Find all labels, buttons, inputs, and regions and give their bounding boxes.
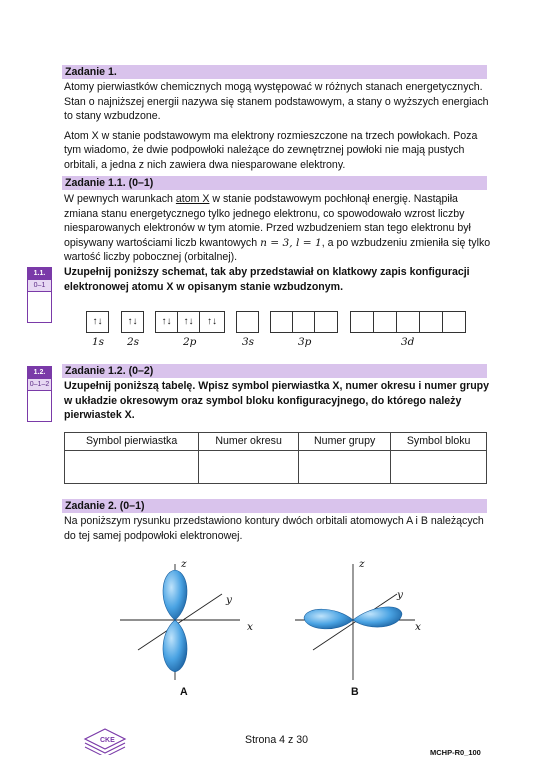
orbital-3d-box-4[interactable] — [419, 311, 443, 333]
orbital-1s-box[interactable]: ↑↓ — [86, 311, 109, 333]
orbitals-figure — [110, 552, 440, 702]
task1-title: Zadanie 1. — [65, 66, 117, 78]
axis-y-label-a: y — [226, 594, 232, 606]
orbital-3d-box-3[interactable] — [396, 311, 420, 333]
label-1s: 1s — [92, 336, 105, 348]
orbital-3p-box-1[interactable] — [270, 311, 293, 333]
axis-x-label-b: x — [415, 621, 421, 633]
orbital-3d-box-2[interactable] — [373, 311, 397, 333]
task11-points: 0–1 — [28, 279, 51, 292]
task11-text-b: w stanie podstawowym pochłonął energię. Nastąpiła zmiana stanu energetycznego tylko jednego elektronu, co spowodowało wzrost liczby niesparowanych elektronów w tym atomie. Przed wzbudzeniem stan tego elektronu był opisywany wartościami liczb kwantowych — [64, 193, 471, 249]
task12-title: Zadanie 1.2. (0–2) — [65, 365, 154, 377]
task11-title: Zadanie 1.1. (0–1) — [65, 177, 154, 189]
task12-number: 1.2. — [28, 367, 51, 378]
task11-score-box — [27, 267, 52, 323]
answer-period-cell[interactable] — [199, 450, 299, 483]
task1-header — [62, 65, 487, 79]
orbital-b-left-lobe — [304, 609, 353, 629]
task11-instruction: Uzupełnij poniższy schemat, tak aby przedstawiał on klatkowy zapis konfiguracji elektronowej atomu X w opisanym stanie wzbudzonym. — [64, 266, 470, 293]
orbital-2s-box[interactable]: ↑↓ — [121, 311, 144, 333]
axis-z-label-b: z — [359, 558, 365, 570]
header-period: Numer okresu — [199, 433, 299, 451]
cke-logo-text: CKE — [100, 737, 115, 744]
orbital-a-drawing — [120, 564, 240, 680]
orbital-b-label: B — [351, 686, 359, 698]
orbital-3p-box-2[interactable] — [292, 311, 315, 333]
task2-header — [62, 499, 487, 513]
task12-score-field[interactable] — [28, 391, 51, 419]
task11-text — [64, 192, 492, 265]
task11-quantum-numbers: n = 3, l = 1 — [260, 236, 322, 249]
label-3p: 3p — [298, 336, 312, 348]
task11-header — [62, 176, 487, 190]
orbital-2p-box-1[interactable]: ↑↓ — [155, 311, 178, 333]
task11-text-c: , a po wzbudzeniu zmieniła się tylko wartość liczby pobocznej (orbitalnej). — [64, 236, 491, 264]
task11-score-field[interactable] — [28, 292, 51, 320]
answer-group-cell[interactable] — [298, 450, 390, 483]
task12-answer-table — [64, 432, 487, 484]
label-2s: 2s — [127, 336, 140, 348]
orbital-2p-box-3[interactable]: ↑↓ — [199, 311, 225, 333]
task12-score-box — [27, 366, 52, 422]
answer-block-cell[interactable] — [391, 450, 487, 483]
axis-z-label-a: z — [181, 558, 187, 570]
axis-y-label-b: y — [397, 589, 403, 601]
orbital-3d-box-1[interactable] — [350, 311, 374, 333]
orbital-b-drawing — [295, 564, 415, 680]
answer-symbol-cell[interactable] — [65, 450, 199, 483]
orbital-a-label: A — [180, 686, 188, 698]
task12-instruction: Uzupełnij poniższą tabelę. Wpisz symbol pierwiastka X, numer okresu i numer grupy w układzie okresowym oraz symbol bloku konfiguracyjnego, do którego należy pierwiastek X. — [64, 380, 490, 422]
header-symbol: Symbol pierwiastka — [65, 433, 199, 451]
orbital-b-right-lobe — [353, 607, 402, 627]
task12-header — [62, 364, 487, 378]
task2-text: Na poniższym rysunku przedstawiono kontury dwóch orbitali atomowych A i B należących do tej samej podpowłoki elektronowej. — [64, 515, 484, 542]
task1-intro — [64, 80, 492, 173]
orbital-2p-box-2[interactable]: ↑↓ — [177, 311, 200, 333]
cke-logo-icon — [80, 725, 130, 755]
label-3d: 3d — [401, 336, 415, 348]
task11-text-a: W pewnych warunkach — [64, 193, 176, 205]
task1-paragraph-1: Atomy pierwiastków chemicznych mogą występować w różnych stanach energetycznych. Stan o najniższej energii nazywa się stanem podstawowym, a stany o wyższych energiach to stany wzbudzone. — [64, 81, 489, 123]
orbital-3s-box[interactable] — [236, 311, 259, 333]
label-2p: 2p — [183, 336, 197, 348]
exam-code: MCHP-R0_100 — [430, 748, 481, 757]
task1-paragraph-2: Atom X w stanie podstawowym ma elektrony rozmieszczone na trzech powłokach. Poza tym wiadomo, że dwie podpowłoki należące do zewnętrznej powłoki nie mają pustych orbitali, a jedna z nich zawiera dwa niesparowane elektrony. — [64, 129, 478, 171]
axis-x-label-a: x — [247, 621, 253, 633]
orbital-3d-box-5[interactable] — [442, 311, 466, 333]
label-3s: 3s — [242, 336, 255, 348]
orbital-3p-box-3[interactable] — [314, 311, 338, 333]
task12-points: 0–1–2 — [28, 378, 51, 391]
task2-title: Zadanie 2. (0–1) — [65, 500, 145, 512]
header-block: Symbol bloku — [391, 433, 487, 451]
page-number: Strona 4 z 30 — [245, 734, 309, 746]
task11-atom-x: atom X — [175, 193, 210, 205]
orbital-a-lower-lobe — [163, 620, 187, 672]
header-group: Numer grupy — [298, 433, 390, 451]
task11-number: 1.1. — [28, 268, 51, 279]
orbital-a-upper-lobe — [163, 570, 187, 620]
